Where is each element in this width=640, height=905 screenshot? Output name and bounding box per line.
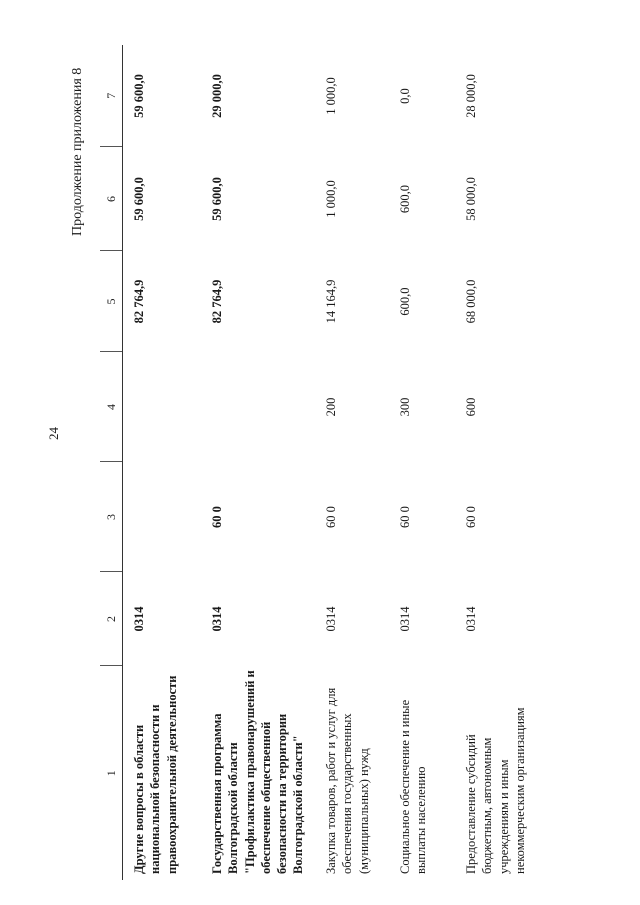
row-expense-type [201,352,315,462]
row-amount-6: 59 600,0 [210,177,224,221]
row-amount-5: 68 000,0 [464,279,478,324]
row-amount-5: 14 164,9 [324,279,338,324]
row-section-code: 0314 [398,606,412,632]
row-expense-type: 200 [324,397,338,417]
table-row [389,45,455,880]
col-header-4: 4 [100,352,123,462]
row-amount-7: 29 000,0 [210,74,224,118]
row-amount-7: 28 000,0 [464,74,478,118]
row-section-code: 0314 [210,606,224,632]
row-program-code: 60 0 [210,506,224,528]
row-amount-7: 1 000,0 [324,77,338,115]
row-name: Предоставление субсидий бюджетным, автономным учреждениям и иным некоммерческим организациям [464,707,527,874]
row-name: Государственная программа Волгоградской области "Профилактика правонарушений и обеспечение общественной безопасности на территории Волгоградской области" [210,670,306,874]
row-amount-5: 82 764,9 [210,279,224,324]
row-expense-type [123,352,202,462]
row-expense-type: 600 [464,397,478,417]
row-program-code: 60 0 [324,506,338,528]
page-number: 24 [46,427,61,440]
row-program-code [123,462,202,572]
row-amount-6: 59 600,0 [132,177,146,221]
row-name: Другие вопросы в области национальной безопасности и правоохранительной деятельности [132,675,179,874]
row-amount-7: 59 600,0 [132,74,146,118]
budget-table [100,45,547,880]
row-amount-5: 600,0 [398,287,412,316]
table-row [455,45,547,880]
budget-table-container [100,45,530,880]
row-amount-6: 600,0 [398,184,412,214]
row-amount-7: 0,0 [398,88,412,104]
row-section-code: 0314 [324,606,338,632]
col-header-6: 6 [100,147,123,251]
col-header-7: 7 [100,45,123,147]
row-amount-5: 82 764,9 [132,279,146,324]
appendix-caption: Продолжение приложения 8 [70,67,85,236]
table-row [201,45,315,880]
table-row [315,45,389,880]
row-amount-6: 1 000,0 [324,180,338,218]
col-header-3: 3 [100,462,123,572]
col-header-5: 5 [100,251,123,352]
col-header-2: 2 [100,572,123,666]
row-name: Социальное обеспечение и иные выплаты населению [398,699,429,874]
table-row [123,45,202,880]
row-program-code: 60 0 [464,506,478,528]
row-section-code: 0314 [132,606,146,632]
table-header-row [100,45,123,880]
row-section-code: 0314 [464,606,478,632]
row-amount-6: 58 000,0 [464,177,478,221]
row-name: Закупка товаров, работ и услуг для обеспечения государственных (муниципальных) нужд [324,687,371,874]
row-expense-type: 300 [398,397,412,417]
row-program-code: 60 0 [398,506,412,528]
col-header-1: 1 [100,666,123,880]
